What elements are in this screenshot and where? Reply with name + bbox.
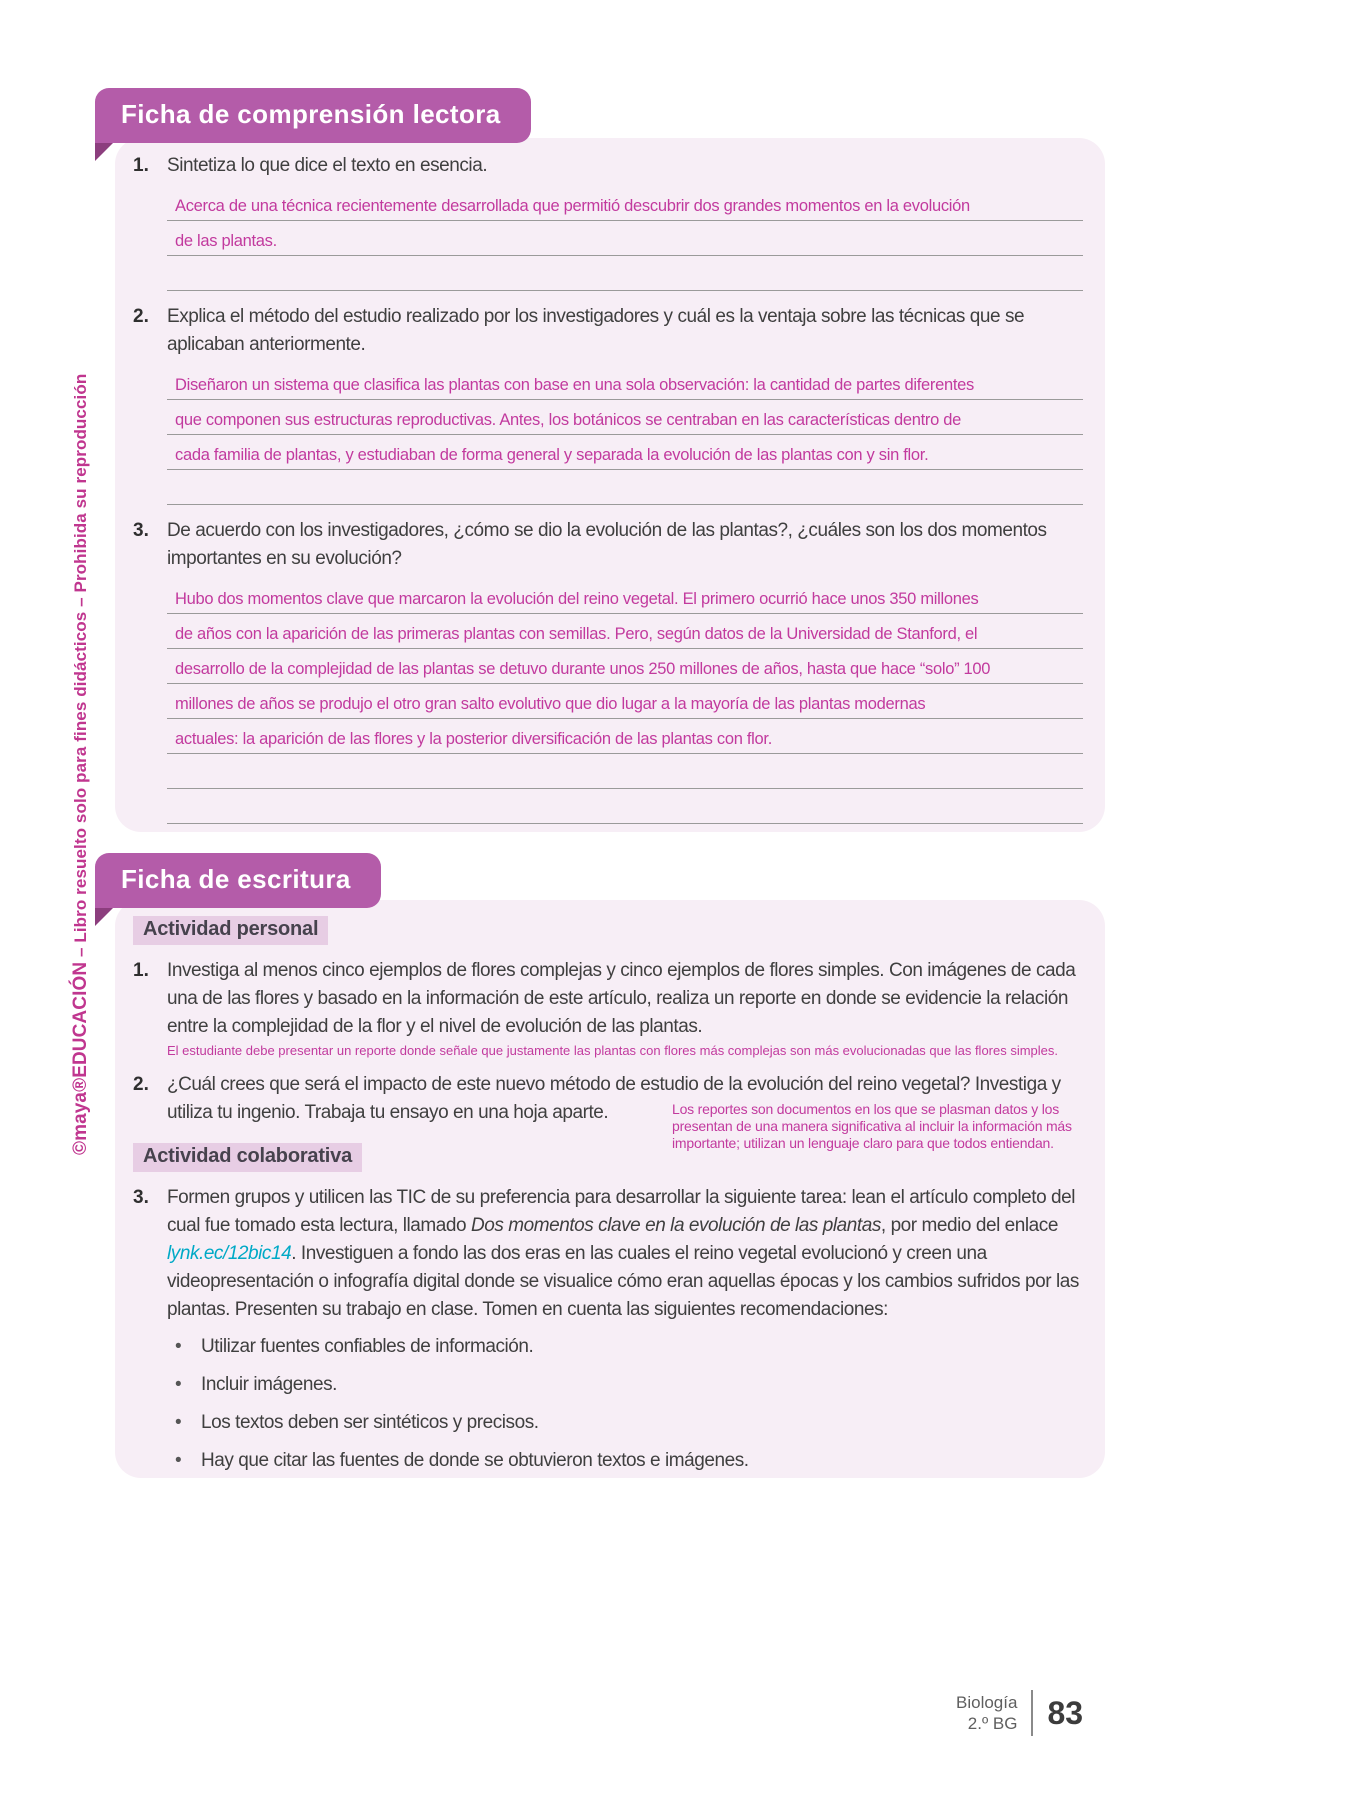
teacher-side-note: Los reportes son documentos en los que se plasman datos y los presentan de una manera significativa al incluir la información más importante; utilizan un lenguaje claro para que todos entiendan. <box>672 1101 1072 1151</box>
footer-divider <box>1031 1690 1033 1736</box>
recommendations-list <box>167 1336 1083 1488</box>
answer-line <box>167 754 1083 789</box>
page-number: 83 <box>1047 1694 1084 1731</box>
teacher-answer-note: El estudiante debe presentar un reporte donde señale que justamente las plantas con flores más complejas son más evolucionadas que las flores simples. <box>167 1043 1059 1058</box>
writing-item-2-number: 2. <box>133 1074 149 1095</box>
answer-line <box>167 789 1083 824</box>
question-1-answers <box>167 186 1083 291</box>
list-item: • Incluir imágenes. <box>167 1374 1083 1412</box>
section-header-writing <box>95 853 381 908</box>
answer-line: desarrollo de la complejidad de las plantas se detuvo durante unos 250 millones de años, hasta que hace “solo” 100 <box>167 649 1083 684</box>
writing-item-1 <box>133 957 1083 1059</box>
question-2-number: 2. <box>133 306 149 327</box>
answer-line: Hubo dos momentos clave que marcaron la evolución del reino vegetal. El primero ocurrió hace unos 350 millones <box>167 579 1083 614</box>
writing-item-3-number: 3. <box>133 1187 149 1208</box>
writing-item-2 <box>133 1071 1083 1151</box>
item-3-text-mid: , por medio del enlace <box>880 1215 1058 1236</box>
question-1-prompt: Sintetiza lo que dice el texto en esencia. <box>167 155 488 176</box>
question-2-answers <box>167 365 1083 505</box>
question-1 <box>133 152 1083 291</box>
activity-collaborative-label: Actividad colaborativa <box>133 1143 362 1172</box>
section-title-writing: Ficha de escritura <box>121 864 351 894</box>
writing-item-3 <box>133 1184 1083 1488</box>
item-3-text-start: Formen grupos y utilicen las TIC de su preferencia para desarrollar la siguiente tarea: lean el artículo completo del cual fue tomado esta lectura, llamado <box>167 1187 1076 1236</box>
activity-personal-label: Actividad personal <box>133 916 328 945</box>
answer-line: actuales: la aparición de las flores y la posterior diversificación de las plantas con flor. <box>167 719 1083 754</box>
footer-grade: 2.º BG <box>967 1714 1018 1733</box>
answer-line: de años con la aparición de las primeras plantas con semillas. Pero, según datos de la Universidad de Stanford, el <box>167 614 1083 649</box>
answer-line: Acerca de una técnica recientemente desarrollada que permitió descubrir dos grandes momentos en la evolución <box>167 186 1083 221</box>
section-title-comprehension: Ficha de comprensión lectora <box>121 99 501 129</box>
answer-line: que componen sus estructuras reproductivas. Antes, los botánicos se centraban en las características dentro de <box>167 400 1083 435</box>
answer-line <box>167 470 1083 505</box>
item-3-text-end: . Investiguen a fondo las dos eras en las cuales el reino vegetal evolucionó y creen una videopresentación o infografía digital donde se visualice cómo eran aquellas épocas y los cambios sufridos por las plantas. Presenten su trabajo en clase. Tomen en cuenta las siguientes recomendaciones: <box>167 1243 1079 1320</box>
answer-line: Diseñaron un sistema que clasifica las plantas con base en una sola observación: la cantidad de partes diferentes <box>167 365 1083 400</box>
copyright-notice: – Libro resuelto solo para fines didácticos – Prohibida su reproducción <box>71 373 90 962</box>
footer-subject <box>956 1692 1017 1734</box>
list-item: • Hay que citar las fuentes de donde se obtuvieron textos e imágenes. <box>167 1450 1083 1488</box>
answer-line: millones de años se produjo el otro gran salto evolutivo que dio lugar a la mayoría de las plantas modernas <box>167 684 1083 719</box>
footer-subject-name: Biología <box>956 1693 1018 1712</box>
question-1-number: 1. <box>133 155 149 176</box>
question-3-answers <box>167 579 1083 824</box>
article-link[interactable]: lynk.ec/12bic14 <box>167 1243 292 1264</box>
list-item: • Los textos deben ser sintéticos y precisos. <box>167 1412 1083 1450</box>
answer-line: de las plantas. <box>167 221 1083 256</box>
question-2-prompt: Explica el método del estudio realizado por los investigadores y cuál es la ventaja sobre las técnicas que se aplicaban anteriormente. <box>167 306 1025 355</box>
section-header-comprehension <box>95 88 531 143</box>
writing-item-1-number: 1. <box>133 960 149 981</box>
question-2 <box>133 303 1083 505</box>
writing-panel <box>115 900 1105 1478</box>
comprehension-panel <box>115 138 1105 832</box>
question-3 <box>133 517 1083 824</box>
writing-item-2-text: ¿Cuál crees que será el impacto de este nuevo método de estudio de la evolución del reino vegetal? Investiga y utiliza tu ingenio. Trabaja tu ensayo en una hoja aparte. <box>167 1074 1061 1123</box>
answer-line <box>167 256 1083 291</box>
publisher-logo: ©maya®EDUCACIÓN <box>70 961 91 1155</box>
answer-line: cada familia de plantas, y estudiaban de forma general y separada la evolución de las plantas con y sin flor. <box>167 435 1083 470</box>
writing-item-1-text: Investiga al menos cinco ejemplos de flores complejas y cinco ejemplos de flores simples. Con imágenes de cada una de las flores y basado en la información de este artículo, realiza un reporte en donde se evidencie la relación entre la complejidad de la flor y el nivel de evolución de las plantas. <box>167 960 1076 1037</box>
article-title: Dos momentos clave en la evolución de las plantas <box>470 1215 881 1236</box>
list-item: • Utilizar fuentes confiables de información. <box>167 1336 1083 1374</box>
question-3-number: 3. <box>133 520 149 541</box>
writing-item-3-text <box>167 1184 1083 1324</box>
page-footer <box>956 1690 1083 1736</box>
copyright-sidebar <box>70 374 92 1155</box>
question-3-prompt: De acuerdo con los investigadores, ¿cómo se dio la evolución de las plantas?, ¿cuáles son los dos momentos importantes en su evolución? <box>167 520 1047 569</box>
